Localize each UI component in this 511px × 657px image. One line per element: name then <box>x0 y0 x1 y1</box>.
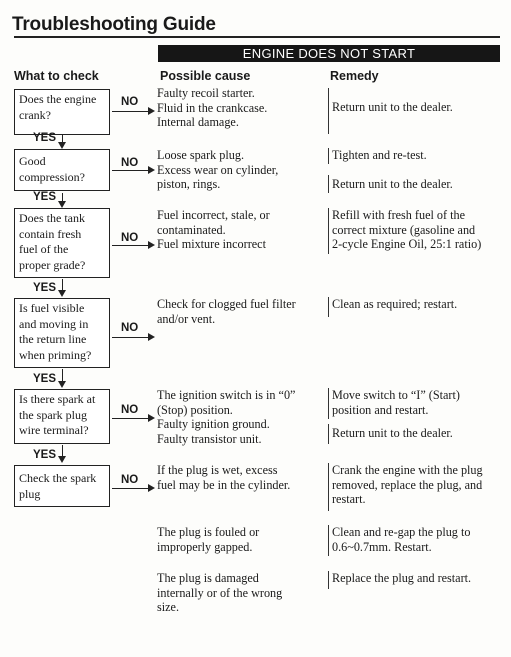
remedy-line: position and restart. <box>332 402 429 417</box>
yes-label: YES <box>33 373 57 385</box>
cause-line: internally or of the wrong <box>157 585 283 600</box>
check-text: crank? <box>19 107 51 122</box>
check-text: the return line <box>19 332 87 346</box>
cause-text <box>157 86 327 130</box>
remedy-text <box>328 208 506 254</box>
remedy-line: removed, replace the plug, and <box>332 477 483 492</box>
right-arrow-icon <box>112 418 153 419</box>
cause-line: size. <box>157 600 179 614</box>
cause-line: fuel may be in the cylinder. <box>157 477 291 492</box>
cause-line: The plug is fouled or <box>157 525 260 539</box>
remedy-line: Return unit to the dealer. <box>332 426 453 440</box>
cause-line: (Stop) position. <box>157 402 233 417</box>
remedy-text <box>328 388 506 419</box>
right-arrow-icon <box>112 111 153 112</box>
page-title: Troubleshooting Guide <box>12 14 216 35</box>
no-label: NO <box>121 404 139 416</box>
check-text: when priming? <box>19 347 92 362</box>
right-arrow-icon <box>112 170 153 171</box>
remedy-text <box>328 148 506 164</box>
check-text: proper grade? <box>19 257 86 272</box>
cause-line: Internal damage. <box>157 115 239 129</box>
remedy-text <box>328 525 506 556</box>
cause-text <box>157 571 327 615</box>
cause-line: Faulty ignition ground. <box>157 417 270 431</box>
check-text: wire terminal? <box>19 423 89 437</box>
remedy-line: restart. <box>332 492 366 506</box>
column-header-remedy: Remedy <box>330 69 379 83</box>
no-label: NO <box>121 474 139 486</box>
check-text: Does the engine <box>19 92 97 106</box>
cause-line: The ignition switch is in “0” <box>157 388 296 402</box>
right-arrow-icon <box>112 337 153 338</box>
check-text: plug <box>19 486 41 501</box>
cause-line: Fluid in the crankcase. <box>157 100 268 115</box>
check-text: compression? <box>19 169 85 184</box>
remedy-text <box>328 463 506 511</box>
check-box-spark-plug <box>14 465 110 507</box>
check-text: contain fresh <box>19 226 82 241</box>
cause-line: contaminated. <box>157 222 226 237</box>
check-box-compression <box>14 149 110 191</box>
check-box-spark <box>14 389 110 444</box>
remedy-text <box>328 571 506 589</box>
no-label: NO <box>121 232 139 244</box>
no-label: NO <box>121 96 139 108</box>
down-arrow-icon <box>62 369 63 385</box>
cause-line: Check for clogged fuel filter <box>157 297 296 311</box>
check-text: fuel of the <box>19 242 69 256</box>
check-text: Does the tank <box>19 211 85 225</box>
cause-line: Excess wear on cylinder, <box>157 162 279 177</box>
remedy-text <box>328 297 506 317</box>
cause-line: Fuel incorrect, stale, or <box>157 208 270 222</box>
right-arrow-icon <box>112 488 153 489</box>
down-arrow-icon <box>62 193 63 205</box>
check-text: and moving in <box>19 316 89 331</box>
remedy-line: Return unit to the dealer. <box>332 177 453 191</box>
no-label: NO <box>121 322 139 334</box>
cause-line: piston, rings. <box>157 177 221 191</box>
check-box-fuel-visible <box>14 298 110 368</box>
check-text: Is there spark at <box>19 392 96 406</box>
check-text: Is fuel visible <box>19 301 85 315</box>
cause-line: Faulty recoil starter. <box>157 86 255 100</box>
cause-text <box>157 208 327 252</box>
cause-line: If the plug is wet, excess <box>157 463 278 477</box>
down-arrow-icon <box>62 279 63 294</box>
no-label: NO <box>121 157 139 169</box>
down-arrow-icon <box>62 445 63 460</box>
remedy-text <box>328 175 506 193</box>
remedy-line: 2-cycle Engine Oil, 25:1 ratio) <box>332 237 482 251</box>
cause-text <box>157 148 327 192</box>
check-text: the spark plug <box>19 407 87 422</box>
title-rule <box>14 36 500 38</box>
cause-line: improperly gapped. <box>157 539 253 554</box>
check-text: Check the spark <box>19 471 97 485</box>
section-banner: ENGINE DOES NOT START <box>158 45 500 62</box>
cause-line: Fuel mixture incorrect <box>157 237 266 251</box>
yes-label: YES <box>33 191 57 203</box>
down-arrow-icon <box>62 135 63 146</box>
column-header-cause: Possible cause <box>160 69 251 83</box>
remedy-text <box>328 424 506 444</box>
yes-label: YES <box>33 132 57 144</box>
remedy-line: Crank the engine with the plug <box>332 463 483 477</box>
yes-label: YES <box>33 282 57 294</box>
remedy-text <box>328 88 506 134</box>
cause-line: Faulty transistor unit. <box>157 431 262 446</box>
column-header-check: What to check <box>14 69 99 83</box>
remedy-line: Clean and re-gap the plug to <box>332 525 471 539</box>
yes-label: YES <box>33 449 57 461</box>
remedy-line: Replace the plug and restart. <box>332 571 472 585</box>
cause-text <box>157 463 327 492</box>
cause-line: and/or vent. <box>157 311 216 326</box>
remedy-line: Clean as required; restart. <box>332 297 458 311</box>
check-text: Good <box>19 154 46 168</box>
right-arrow-icon <box>112 245 153 246</box>
remedy-line: correct mixture (gasoline and <box>332 222 476 237</box>
cause-text <box>157 525 327 554</box>
remedy-line: Return unit to the dealer. <box>332 100 453 114</box>
check-box-engine-crank <box>14 89 110 135</box>
check-box-fuel-tank <box>14 208 110 278</box>
cause-line: Loose spark plug. <box>157 148 244 162</box>
remedy-line: Tighten and re-test. <box>332 148 427 162</box>
cause-line: The plug is damaged <box>157 571 259 585</box>
remedy-line: 0.6~0.7mm. Restart. <box>332 539 432 554</box>
remedy-line: Refill with fresh fuel of the <box>332 208 466 222</box>
cause-text <box>157 388 327 446</box>
remedy-line: Move switch to “I” (Start) <box>332 388 460 402</box>
cause-text <box>157 297 327 326</box>
